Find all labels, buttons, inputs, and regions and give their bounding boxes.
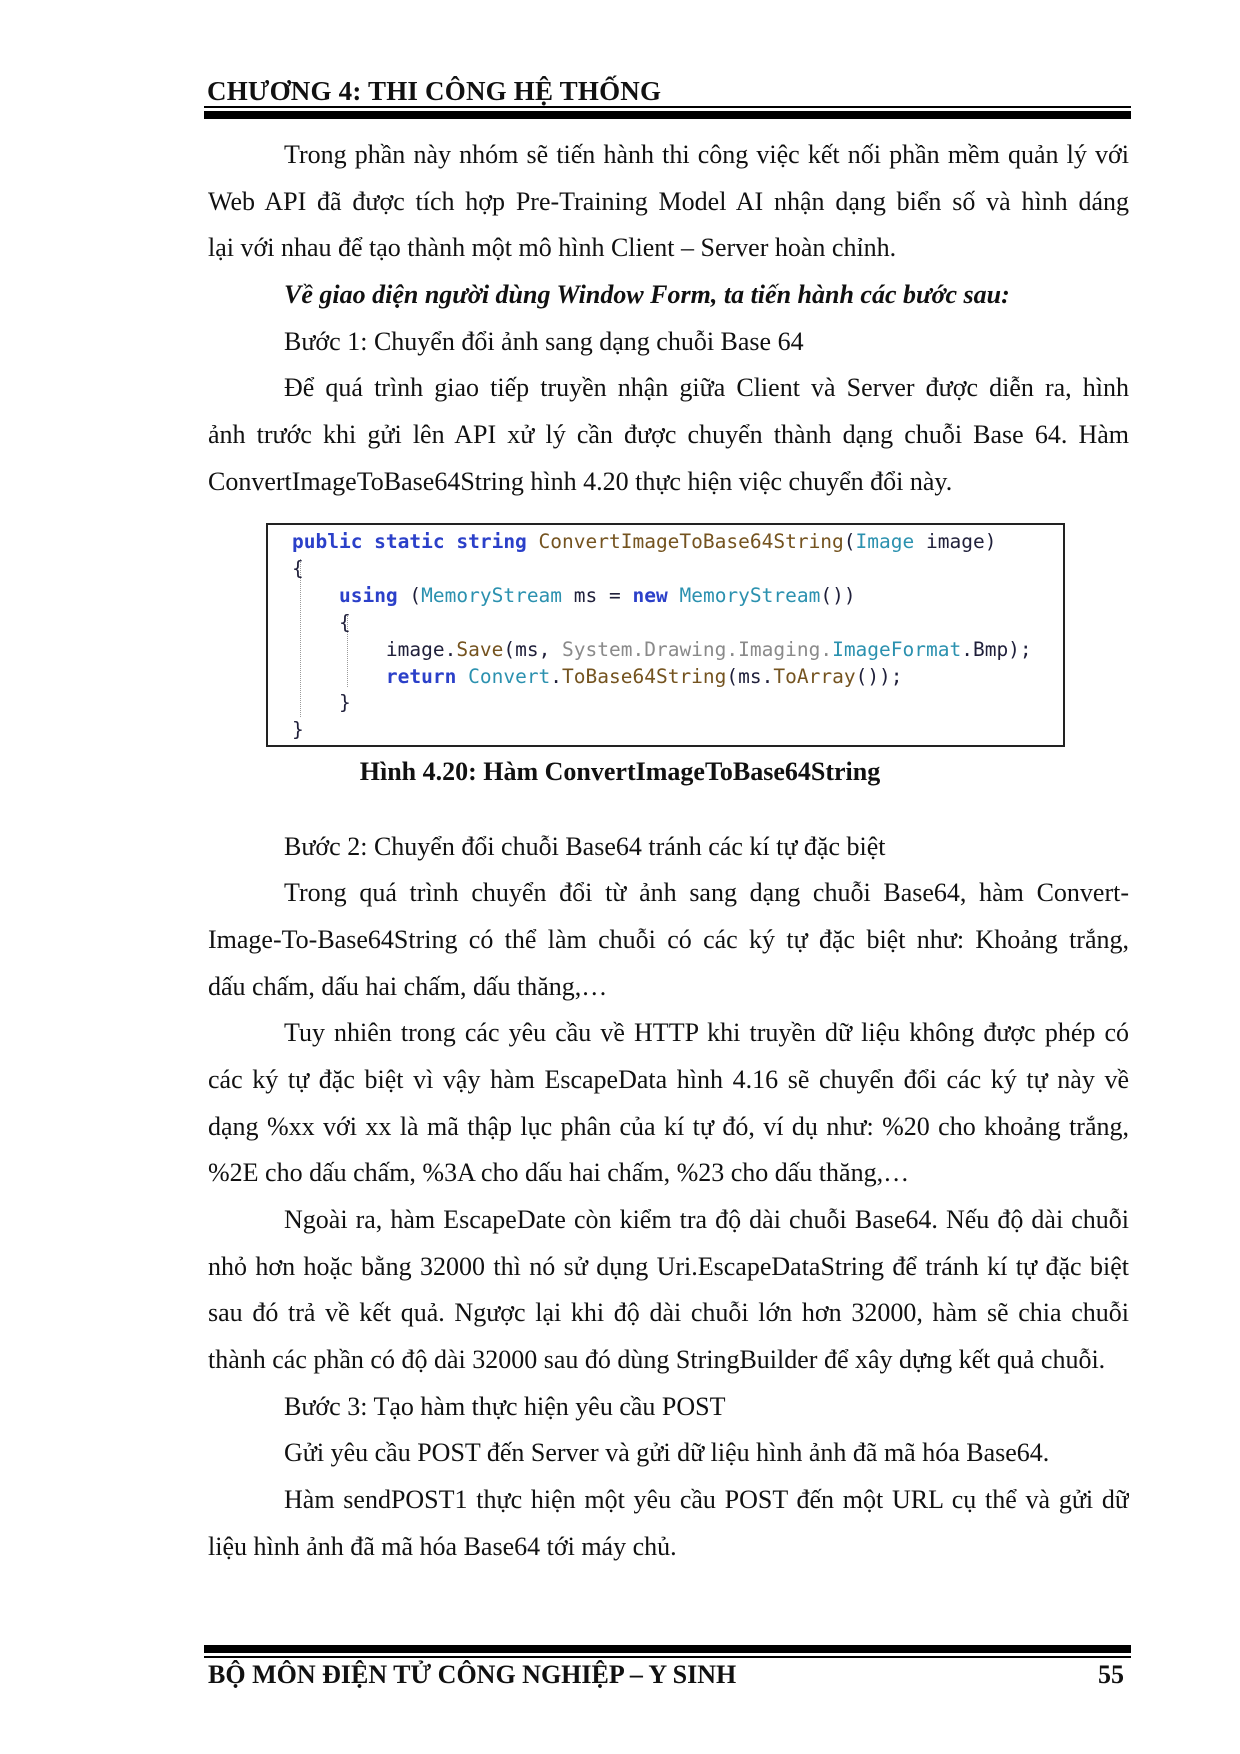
step-2-p3-line-3: sau đó trả về kết quả. Ngược lại khi độ dài chuỗi lớn hơn 32000, hàm sẽ chia chuỗi bbox=[208, 1298, 1129, 1327]
figure-caption: Hình 4.20: Hàm ConvertImageToBase64String bbox=[359, 757, 881, 786]
step-3-heading: Bước 3: Tạo hàm thực hiện yêu cầu POST bbox=[284, 1392, 726, 1421]
code-token: public static string bbox=[292, 530, 539, 553]
step-2-p1-line-1: Trong quá trình chuyển đổi từ ảnh sang dạng chuỗi Base64, hàm Convert- bbox=[284, 878, 1129, 907]
step-3-p2-line-2: liệu hình ảnh đã mã hóa Base64 tới máy chủ. bbox=[208, 1532, 677, 1561]
code-token: { bbox=[292, 556, 304, 580]
step-1-heading: Bước 1: Chuyển đổi ảnh sang dạng chuỗi Base 64 bbox=[284, 327, 804, 356]
code-token: . bbox=[550, 664, 563, 688]
code-token: ImageFormat bbox=[832, 637, 962, 661]
step-1-line-2: ảnh trước khi gửi lên API xử lý cần được chuyển thành dạng chuỗi Base 64. Hàm bbox=[208, 420, 1129, 449]
step-2-p3-line-2: nhỏ hơn hoặc bằng 32000 thì nó sử dụng Uri.EscapeDataString để tránh kí tự đặc biệt bbox=[208, 1252, 1129, 1281]
step-1-line-1: Để quá trình giao tiếp truyền nhận giữa Client và Server được diễn ra, hình bbox=[284, 373, 1129, 402]
header-rule-thin bbox=[204, 106, 1131, 108]
step-2-p1-line-3: dấu chấm, dấu hai chấm, dấu thăng,… bbox=[208, 972, 608, 1001]
code-token: System.Drawing.Imaging. bbox=[562, 637, 833, 661]
code-token: } bbox=[292, 718, 304, 742]
step-3-p2-line-1: Hàm sendPOST1 thực hiện một yêu cầu POST đến một URL cụ thể và gửi dữ bbox=[284, 1485, 1129, 1514]
step-3-p1: Gửi yêu cầu POST đến Server và gửi dữ liệu hình ảnh đã mã hóa Base64. bbox=[284, 1438, 1050, 1467]
code-token: Convert bbox=[456, 664, 551, 688]
step-2-p2-line-3: dạng %xx với xx là mã thập lục phân của kí tự đó, ví dụ như: %20 cho khoảng trắng, bbox=[208, 1112, 1129, 1141]
code-token: return bbox=[385, 664, 457, 688]
code-token: } bbox=[338, 691, 351, 715]
code-token: (ms. bbox=[726, 664, 774, 688]
step-2-heading: Bước 2: Chuyển đổi chuỗi Base64 tránh các kí tự đặc biệt bbox=[284, 832, 886, 861]
code-figure bbox=[266, 523, 1065, 747]
page-number: 55 bbox=[1098, 1660, 1124, 1689]
intro-line-2: Web API đã được tích hợp Pre-Training Model AI nhận dạng biển số và hình dáng bbox=[208, 187, 1129, 216]
subheading: Về giao diện người dùng Window Form, ta tiến hành các bước sau: bbox=[284, 280, 1010, 309]
code-token: image) bbox=[914, 530, 997, 553]
footer-department: BỘ MÔN ĐIỆN TỬ CÔNG NGHIỆP – Y SINH bbox=[208, 1660, 737, 1689]
code-token: MemoryStream bbox=[667, 583, 821, 607]
code-token: ()); bbox=[855, 664, 903, 688]
code-token: ms = bbox=[562, 583, 633, 607]
footer-rule-thick bbox=[204, 1645, 1131, 1653]
intro-line-1: Trong phần này nhóm sẽ tiến hành thi công việc kết nối phần mềm quản lý với bbox=[284, 140, 1129, 169]
code-token: ToBase64String bbox=[562, 664, 727, 688]
header-rule-thick bbox=[204, 111, 1131, 119]
step-2-p3-line-1: Ngoài ra, hàm EscapeDate còn kiểm tra độ dài chuỗi Base64. Nếu độ dài chuỗi bbox=[284, 1205, 1129, 1234]
code-token: ConvertImageToBase64String bbox=[538, 530, 844, 553]
step-2-p1-line-2: Image-To-Base64String có thể làm chuỗi có các ký tự đặc biệt như: Khoảng trắng, bbox=[208, 925, 1129, 954]
code-token: (ms, bbox=[503, 637, 563, 661]
code-token: Save bbox=[456, 637, 504, 661]
intro-line-3: lại với nhau để tạo thành một mô hình Client – Server hoàn chỉnh. bbox=[208, 233, 897, 262]
step-2-p2-line-4: %2E cho dấu chấm, %3A cho dấu hai chấm, %23 cho dấu thăng,… bbox=[208, 1158, 910, 1187]
step-2-p2-line-2: các ký tự đặc biệt vì vậy hàm EscapeData hình 4.16 sẽ chuyển đổi các ký tự này về bbox=[208, 1065, 1129, 1094]
footer-rule-thin bbox=[204, 1656, 1131, 1658]
code-token: ToArray bbox=[773, 664, 856, 688]
code-token: .Bmp); bbox=[961, 637, 1032, 661]
code-token: new bbox=[632, 583, 668, 607]
step-1-line-3: ConvertImageToBase64String hình 4.20 thực hiện việc chuyển đổi này. bbox=[208, 467, 953, 496]
step-2-p3-line-4: thành các phần có độ dài 32000 sau đó dùng StringBuilder để xây dựng kết quả chuỗi. bbox=[208, 1345, 1106, 1374]
code-token: MemoryStream bbox=[421, 583, 563, 607]
chapter-title: CHƯƠNG 4: THI CÔNG HỆ THỐNG bbox=[207, 76, 662, 106]
step-2-p2-line-1: Tuy nhiên trong các yêu cầu về HTTP khi truyền dữ liệu không được phép có bbox=[284, 1018, 1129, 1047]
code-token: image. bbox=[385, 637, 457, 661]
code-token: using bbox=[338, 583, 398, 607]
code-token: Image bbox=[855, 530, 915, 553]
code-token: ()) bbox=[820, 583, 856, 607]
code-token: ( bbox=[397, 583, 422, 607]
code-token: { bbox=[338, 610, 351, 634]
code-snippet bbox=[292, 529, 1032, 744]
code-token: ( bbox=[843, 530, 856, 553]
